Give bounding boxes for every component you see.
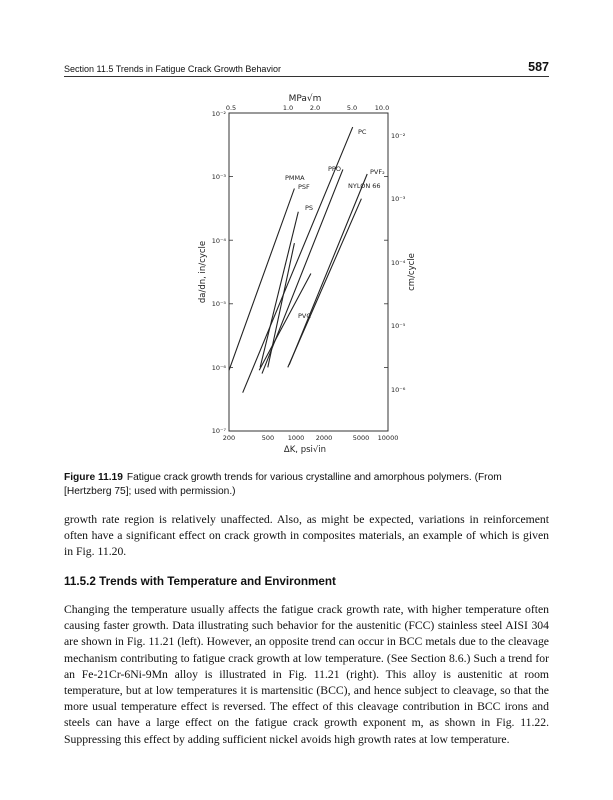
curve-label-pmma: PMMA [285,174,305,182]
series-line-nylon-66 [288,199,362,368]
curve-label-ps: PS [305,204,314,212]
series-lines [229,127,367,393]
body-paragraph-1: growth rate region is relatively unaffected. Also, as might be expected, variations in reinforcement often have a significant effect on crack growth in composites materials, an example of which is given in Fig. 11.20. [64,513,549,559]
left-tick-label: 10⁻⁴ [211,237,226,245]
series-line-ps [268,243,295,367]
right-tick-label: 10⁻⁵ [391,322,406,330]
top-tick-label: 5.0 [346,104,358,112]
axis-tick-marks [229,113,388,431]
body-paragraph-2: Changing the temperature usually affects the fatigue crack growth rate, with higher temperature often causing faster growth. Data illustrating such behavior for the austenitic (FCC) stainless steel AISI 304 are shown in Fig. 11.21 (left). However, an opposite trend can occur in BCC metals due to the cleavage mechanism contributing to fatigue crack growth at low temperature. (See Section 8.6.) Such a trend for an Fe-21Cr-6Ni-9Mn alloy is illustrated in Fig. 11.21 (right). This alloy is austenitic at room temperature, but at low temperatures it is martensitic (BCC), and hence subject to cleavage, so that the more usual temperature effect is reversed. The effect of this cleavage contribution in BCC irons and steels can have a large effect on the fatigue crack growth exponent m, as shown in Fig. 11.22. Suppressing this effect by adding sufficient nickel avoids high growth rates at low temperature. [64,603,549,746]
right-tick-label: 10⁻³ [391,195,406,203]
left-axis-title: da/dn, in/cycle [198,240,208,304]
left-tick-label: 10⁻² [211,110,226,118]
right-tick-label: 10⁻⁶ [391,386,406,394]
left-tick-label: 10⁻⁷ [211,427,226,435]
series-line-psf [260,212,298,368]
bottom-tick-label: 10000 [377,434,399,442]
caption-text: Fatigue crack growth trends for various crystalline and amorphous polymers. (From [Hertzberg 75]; used with permission.) [64,472,502,497]
left-ticks [212,110,227,435]
curve-label-ppo: PPO [328,165,341,173]
plot-frame [229,113,388,431]
bottom-tick-label: 500 [261,434,275,442]
right-tick-label: 10⁻⁴ [391,259,406,267]
top-axis-title: MPa√m [288,94,322,104]
curve-labels [285,128,385,320]
bottom-tick-label: 5000 [352,434,370,442]
left-tick-label: 10⁻⁶ [211,364,226,372]
page-number: 587 [528,60,549,74]
left-tick-label: 10⁻⁵ [211,300,226,308]
bottom-tick-label: 1000 [287,434,305,442]
curve-label-psf: PSF [298,183,310,191]
curve-label-pvc: PVC [298,312,311,320]
series-line-pmma [229,189,294,371]
top-tick-label: 2.0 [309,104,321,112]
bottom-ticks [223,434,399,442]
curve-label-pvf2: PVF₂ [370,168,385,176]
top-tick-label: 10.0 [374,104,390,112]
figure-label: Figure 11.19 [64,472,123,483]
left-tick-label: 10⁻³ [211,173,226,181]
right-axis-title: cm/cycle [407,253,417,291]
top-tick-label: 0.5 [225,104,237,112]
top-ticks [226,104,389,112]
bottom-tick-label: 2000 [315,434,333,442]
curve-label-pc: PC [358,128,367,136]
curve-label-nylon [348,182,381,190]
bottom-axis-title: ΔK, psi√in [283,445,327,455]
top-tick-label: 1.0 [282,104,294,112]
right-ticks [391,132,406,394]
right-tick-label: 10⁻² [391,132,406,140]
bottom-tick-label: 200 [222,434,236,442]
figure-caption [64,471,549,499]
curve-label-nylon-text: NYLON 66 [348,182,381,190]
section-subheading: 11.5.2 Trends with Temperature and Environment [64,575,336,588]
section-title: Section 11.5 Trends in Fatigue Crack Growth Behavior [64,64,281,74]
